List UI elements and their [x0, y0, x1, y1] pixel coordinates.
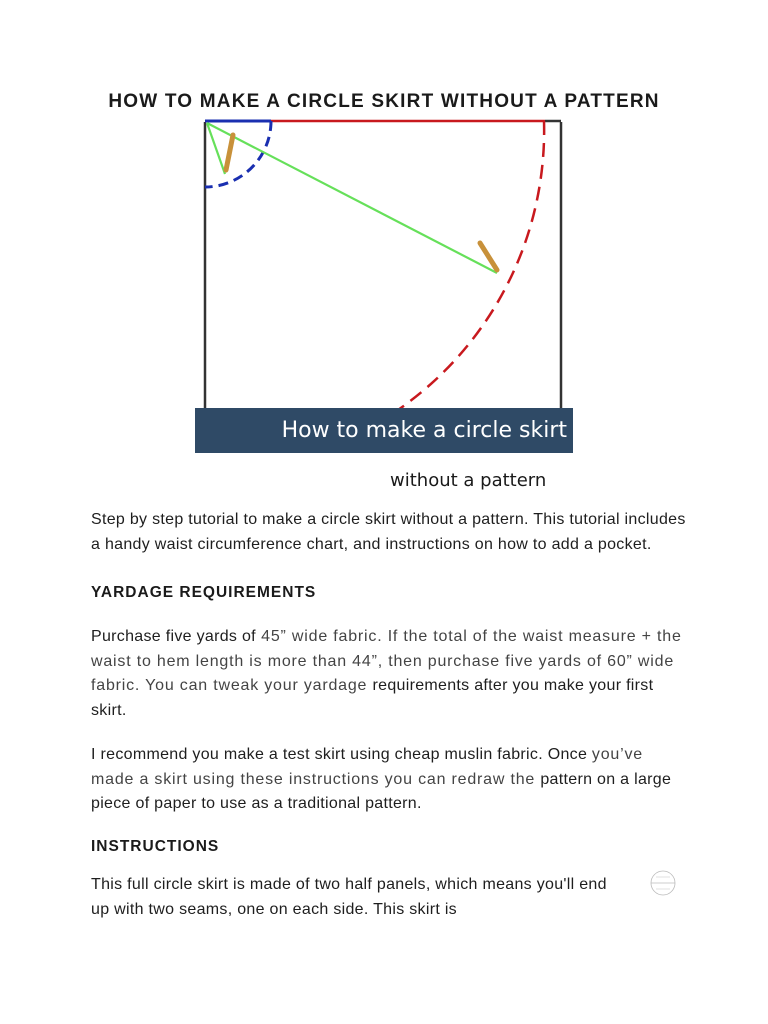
muslin-paragraph: [91, 743, 691, 817]
page-title: HOW TO MAKE A CIRCLE SKIRT WITHOUT A PATTERN: [108, 91, 660, 112]
circle-skirt-diagram: [195, 112, 575, 497]
diagram-drawing: [195, 112, 575, 412]
diagram-subtitle: without a pattern: [390, 470, 547, 491]
diagram-banner: How to make a circle skirt: [195, 408, 573, 453]
hem-radius-line: [207, 123, 497, 273]
yardage-text-start: Purchase five yards of: [91, 628, 256, 645]
pencil-icon: [226, 135, 233, 170]
instructions-paragraph: This full circle skirt is made of two half panels, which means you'll end up with two seams, one on each side. This skirt is: [91, 876, 607, 918]
instructions-heading: INSTRUCTIONS: [91, 838, 220, 855]
hem-arc: [395, 121, 544, 412]
yardage-text-mid: 45” wide fabric. If the total of the waist measure + the waist to hem length is more than 44”, then purchase five yards of 60” wide fabric. You can tweak your yardage: [91, 628, 682, 694]
muslin-text-end: pattern on a large piece of paper to use as a traditional pattern.: [91, 770, 672, 812]
yardage-text-end: requirements after you make your first skirt.: [91, 677, 654, 719]
intro-paragraph: Step by step tutorial to make a circle skirt without a pattern. This tutorial includes a handy waist circumference chart, and instructions on how to add a pocket.: [91, 511, 686, 553]
yardage-paragraph: [91, 625, 691, 723]
watermark-icon: [648, 868, 680, 902]
muslin-text-start: I recommend you make a test skirt using cheap muslin fabric. Once: [91, 746, 592, 763]
yardage-heading: YARDAGE REQUIREMENTS: [91, 584, 317, 601]
muslin-text-mid: you’ve made a skirt using these instructions you can redraw the: [91, 746, 643, 788]
waist-arc: [205, 121, 271, 187]
